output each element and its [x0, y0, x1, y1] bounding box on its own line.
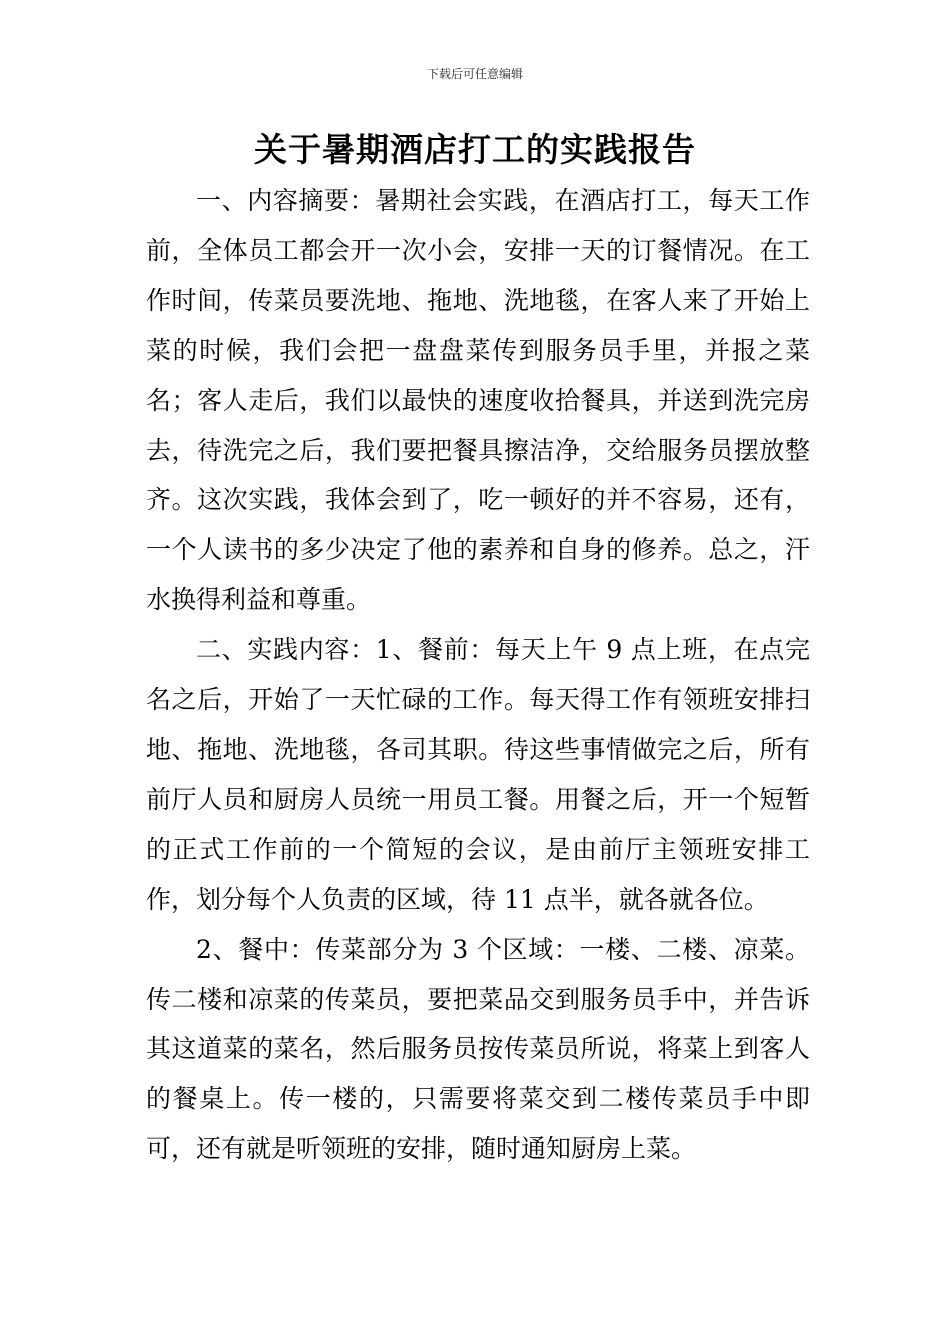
paragraph-practice-before-meal: 二、实践内容：1、餐前：每天上午 9 点上班，在点完名之后，开始了一天忙碌的工作。每天得工作有领班安排扫地、拖地、洗地毯，各司其职。待这些事情做完之后，所有前厅人员和厨房人员统一用员工餐。用餐之后，开一个短暂的正式工作前的一个简短的会议，是由前厅主领班安排工作，划分每个人负责的区域，待 11 点半，就各就各位。 — [146, 635, 810, 914]
header-note: 下载后可任意编辑 — [426, 67, 523, 81]
paragraph-practice-during-meal: 2、餐中：传菜部分为 3 个区域：一楼、二楼、凉菜。传二楼和凉菜的传菜员，要把菜品交到服务员手中，并告诉其这道菜的菜名，然后服务员按传菜员所说，将菜上到客人的餐桌上。传一楼的，只需要将菜交到二楼传菜员手中即可，还有就是听领班的安排，随时通知厨房上菜。 — [146, 934, 810, 1164]
document-body — [146, 176, 810, 1174]
document-title: 关于暑期酒店打工的实践报告 — [254, 130, 696, 169]
paragraph-summary: 一、内容摘要：暑期社会实践，在酒店打工，每天工作前，全体员工都会开一次小会，安排一天的订餐情况。在工作时间，传菜员要洗地、拖地、洗地毯，在客人来了开始上菜的时候，我们会把一盘盘菜传到服务员手里，并报之菜名；客人走后，我们以最快的速度收拾餐具，并送到洗完房去，待洗完之后，我们要把餐具擦洁净，交给服务员摆放整齐。这次实践，我体会到了，吃一顿好的并不容易，还有，一个人读书的多少决定了他的素养和自身的修养。总之，汗水换得利益和尊重。 — [146, 186, 810, 615]
